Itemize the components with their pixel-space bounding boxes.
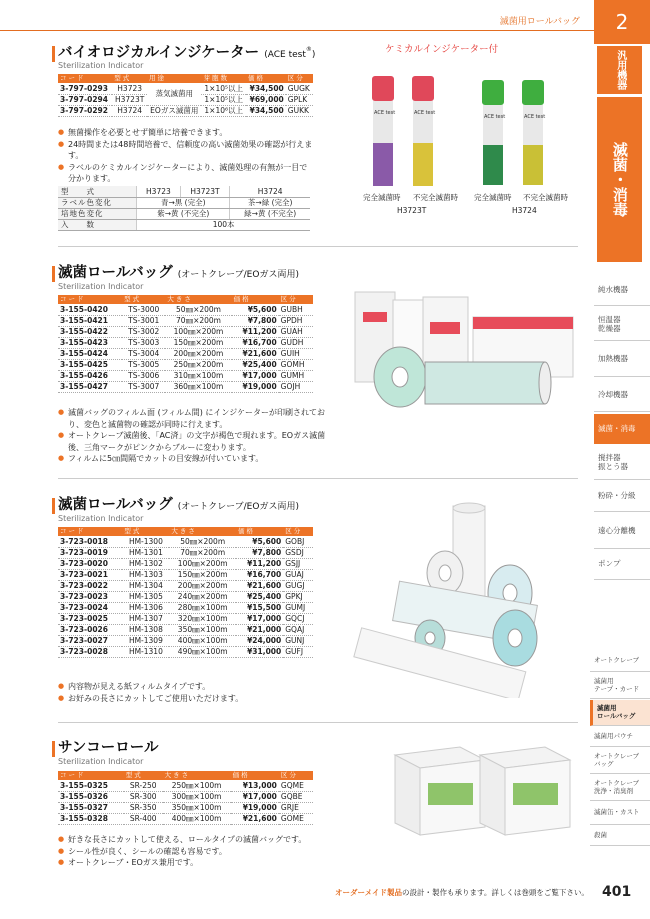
price: ¥17,000 xyxy=(231,791,279,802)
spec-value: 100本 xyxy=(137,219,310,230)
spec-value: 茶→緑 (完全) xyxy=(230,197,310,208)
tab-sterilization[interactable]: 滅菌・消毒 xyxy=(597,97,642,262)
note-item: ● 好きな長さにカットして使える、ロールタイプの滅菌バッグです。 xyxy=(58,834,338,846)
size: 400㎜×100m xyxy=(169,635,236,646)
product-code: 3-723-0018 xyxy=(58,536,122,547)
class-code: GUKK xyxy=(286,105,313,116)
product-code: 3-797-0292 xyxy=(58,105,112,116)
sidebar-item[interactable]: 滅菌・消毒 xyxy=(594,414,650,444)
table-row xyxy=(58,613,313,624)
section2-notes xyxy=(58,407,338,465)
section4-title-main: サンコーロール xyxy=(58,740,159,756)
model-number: TS-3001 xyxy=(122,315,165,326)
price: ¥17,000 xyxy=(232,370,279,381)
column-header: 型式 xyxy=(112,74,147,83)
vial-green-1 xyxy=(482,80,504,185)
price: ¥7,800 xyxy=(232,315,279,326)
table-row xyxy=(58,370,313,381)
section3-title-sub: (オートクレーブ/EOガス両用) xyxy=(177,502,299,512)
table-row xyxy=(58,536,313,547)
model-number: HM-1303 xyxy=(122,569,169,580)
vial-red-2 xyxy=(412,76,434,186)
section4-price-table xyxy=(58,771,313,825)
section1-spec-table xyxy=(58,186,310,231)
table-row xyxy=(58,802,313,813)
column-header: 芽胞数 xyxy=(201,74,245,83)
section1-notes xyxy=(58,127,313,185)
model-number: H3723T xyxy=(112,94,147,105)
section4-subtitle: Sterilization Indicator xyxy=(58,757,144,766)
subnav-item[interactable]: オートクレーブ バッグ xyxy=(590,748,650,774)
product-code: 3-723-0027 xyxy=(58,635,122,646)
vial-label-text: ACE test xyxy=(374,110,396,116)
spec-value: 緑→黄 (不完全) xyxy=(230,208,310,219)
price: ¥16,700 xyxy=(236,569,283,580)
section2-title-main: 滅菌ロールバッグ xyxy=(58,265,173,281)
product-code: 3-155-0426 xyxy=(58,370,122,381)
note-item: ● シール性が良く、シールの確認も容易です。 xyxy=(58,846,338,858)
table-row xyxy=(58,780,313,791)
spec-header: H3723T xyxy=(180,186,230,197)
model-number: TS-3006 xyxy=(122,370,165,381)
spec-value: 紫→黄 (不完全) xyxy=(137,208,230,219)
spec-value: 青→黒 (完全) xyxy=(137,197,230,208)
table-row xyxy=(58,83,313,94)
spec-header: 型 式 xyxy=(58,186,137,197)
size: 100㎜×200m xyxy=(169,558,236,569)
note-item: ● 滅菌バッグのフィルム面 (フィルム間) にインジケーターが印刷されており、変色と滅菌物の確認が同時に行えます。 xyxy=(58,407,338,430)
table-row xyxy=(58,337,313,348)
vial-label-text: ACE test xyxy=(484,114,506,120)
product-code: 3-797-0293 xyxy=(58,83,112,94)
column-header: 区分 xyxy=(286,74,313,83)
price: ¥5,600 xyxy=(232,304,279,315)
section-divider xyxy=(58,722,578,723)
price: ¥24,000 xyxy=(236,635,283,646)
column-header: 価格 xyxy=(246,74,286,83)
class-code: GQBE xyxy=(279,791,313,802)
column-header: 大きさ xyxy=(165,295,231,304)
product-code: 3-723-0028 xyxy=(58,646,122,657)
column-header: 区分 xyxy=(283,527,313,536)
sidebar-item[interactable]: ポンプ xyxy=(594,550,650,580)
chapter-number: 2 xyxy=(594,0,650,44)
note-item: ● 内容物が見える紙フィルムタイプです。 xyxy=(58,681,338,693)
spec-label: 培地色変化 xyxy=(58,208,137,219)
note-item: ● フィルムに5㎝間隔でカットの目安線が付いています。 xyxy=(58,453,338,465)
section1-title-close: ) xyxy=(311,50,316,60)
column-header: 価格 xyxy=(236,527,283,536)
header-rule xyxy=(0,30,594,31)
subnav-item[interactable]: 殺菌 xyxy=(590,826,650,846)
product-code: 3-723-0021 xyxy=(58,569,122,580)
subnav-item[interactable]: 滅菌缶・カスト xyxy=(590,801,650,825)
size: 200㎜×200m xyxy=(165,348,231,359)
model-number: HM-1305 xyxy=(122,591,169,602)
price: ¥16,700 xyxy=(232,337,279,348)
price: ¥13,000 xyxy=(231,780,279,791)
footer-text: の設計・製作も承ります。詳しくは巻頭をご覧下さい。 xyxy=(401,888,589,897)
product-code: 3-723-0020 xyxy=(58,558,122,569)
spec-label: 入 数 xyxy=(58,219,137,230)
product-code: 3-155-0327 xyxy=(58,802,124,813)
section3-subtitle: Sterilization Indicator xyxy=(58,514,144,523)
roll-bags-ts-image xyxy=(335,272,580,417)
section1-price-table xyxy=(58,74,313,117)
product-code: 3-155-0424 xyxy=(58,348,122,359)
caption-incomplete: 不完全滅菌時 xyxy=(413,193,458,202)
section1-title xyxy=(58,44,315,62)
column-header: 型式 xyxy=(122,295,165,304)
class-code: GSDJ xyxy=(283,547,313,558)
product-code: 3-155-0328 xyxy=(58,813,124,824)
price: ¥25,400 xyxy=(232,359,279,370)
size: 250㎜×200m xyxy=(165,359,231,370)
size: 280㎜×100m xyxy=(169,602,236,613)
usage: 蒸気滅菌用 xyxy=(147,83,201,105)
table-row xyxy=(58,547,313,558)
class-code: GOMH xyxy=(279,359,313,370)
price: ¥21,600 xyxy=(236,580,283,591)
table-row xyxy=(58,105,313,116)
table-row xyxy=(58,304,313,315)
product-code: 3-723-0026 xyxy=(58,624,122,635)
size: 320㎜×100m xyxy=(169,613,236,624)
vial-label-text: ACE test xyxy=(524,114,546,120)
model-number: H3723 xyxy=(112,83,147,94)
section-divider xyxy=(58,478,578,479)
column-header: 大きさ xyxy=(169,527,236,536)
table-row xyxy=(58,591,313,602)
product-code: 3-155-0325 xyxy=(58,780,124,791)
product-code: 3-723-0022 xyxy=(58,580,122,591)
product-code: 3-797-0294 xyxy=(58,94,112,105)
footer-highlight: オーダーメイド製品 xyxy=(335,888,402,897)
size: 150㎜×200m xyxy=(169,569,236,580)
section3-price-table xyxy=(58,527,313,658)
section3-title xyxy=(58,496,299,514)
column-header: コード xyxy=(58,295,122,304)
class-code: GUMJ xyxy=(283,602,313,613)
sidebar-item[interactable]: 撹拌器 振とう器 xyxy=(594,446,650,480)
caption-incomplete: 不完全滅菌時 xyxy=(523,193,568,202)
model-number: SR-400 xyxy=(124,813,163,824)
price: ¥7,800 xyxy=(236,547,283,558)
table-row xyxy=(58,558,313,569)
column-header: 型式 xyxy=(122,527,169,536)
caption-complete: 完全滅菌時 xyxy=(363,193,401,202)
size: 400㎜×100m xyxy=(163,813,231,824)
table-row xyxy=(58,791,313,802)
section4-notes xyxy=(58,834,338,869)
model-number: HM-1302 xyxy=(122,558,169,569)
product-code: 3-723-0019 xyxy=(58,547,122,558)
column-header: 区分 xyxy=(279,771,313,780)
class-code: GUBH xyxy=(279,304,313,315)
caption-model: H3724 xyxy=(512,206,537,215)
table-row xyxy=(58,326,313,337)
model-number: H3724 xyxy=(112,105,147,116)
size: 350㎜×100m xyxy=(169,624,236,635)
table-row xyxy=(58,813,313,824)
size: 250㎜×100m xyxy=(163,780,231,791)
model-number: HM-1308 xyxy=(122,624,169,635)
price: ¥19,000 xyxy=(231,802,279,813)
note-item: ● オートクレーブ・EOガス兼用です。 xyxy=(58,857,338,869)
model-number: TS-3004 xyxy=(122,348,165,359)
price: ¥21,600 xyxy=(231,813,279,824)
section3-notes xyxy=(58,681,338,704)
model-number: HM-1309 xyxy=(122,635,169,646)
subnav-item[interactable]: 滅菌用 テープ・カード xyxy=(590,673,650,699)
model-number: TS-3002 xyxy=(122,326,165,337)
section3-title-main: 滅菌ロールバッグ xyxy=(58,497,173,513)
spec-header: H3723 xyxy=(137,186,180,197)
registered-mark: ® xyxy=(305,46,312,54)
section4-title xyxy=(58,739,158,757)
class-code: GUAH xyxy=(279,326,313,337)
column-header: コード xyxy=(58,771,124,780)
price: ¥69,000 xyxy=(246,94,286,105)
sidebar-item[interactable]: 冷却機器 xyxy=(594,380,650,412)
table-row xyxy=(58,624,313,635)
price: ¥25,400 xyxy=(236,591,283,602)
product-code: 3-155-0420 xyxy=(58,304,122,315)
note-item: ● 24時間または48時間培養で、信頼度の高い滅菌効果の確認が行えます。 xyxy=(58,139,313,162)
product-code: 3-155-0421 xyxy=(58,315,122,326)
price: ¥31,000 xyxy=(236,646,283,657)
spec-header: H3724 xyxy=(230,186,310,197)
subnav-item[interactable]: 滅菌用 ロールバッグ xyxy=(590,700,650,726)
table-row xyxy=(58,635,313,646)
model-number: HM-1307 xyxy=(122,613,169,624)
model-number: HM-1300 xyxy=(122,536,169,547)
model-number: SR-300 xyxy=(124,791,163,802)
class-code: GUGJ xyxy=(283,580,313,591)
product-code: 3-723-0025 xyxy=(58,613,122,624)
table-row xyxy=(58,569,313,580)
table-row xyxy=(58,348,313,359)
class-code: GPDH xyxy=(279,315,313,326)
model-number: SR-350 xyxy=(124,802,163,813)
model-number: SR-250 xyxy=(124,780,163,791)
class-code: GUIH xyxy=(279,348,313,359)
class-code: GQME xyxy=(279,780,313,791)
caption-complete: 完全滅菌時 xyxy=(474,193,512,202)
price: ¥11,200 xyxy=(232,326,279,337)
page-number: 401 xyxy=(602,884,632,900)
sidebar-item[interactable]: 純水機器 xyxy=(594,276,650,306)
table-row xyxy=(58,381,313,392)
column-header: 用途 xyxy=(147,74,201,83)
subnav-item[interactable]: オートクレーブ 洗浄・消臭剤 xyxy=(590,775,650,801)
section1-title-sub: (ACE test xyxy=(264,50,306,60)
product-code: 3-155-0326 xyxy=(58,791,124,802)
class-code: GUFJ xyxy=(283,646,313,657)
table-row xyxy=(58,580,313,591)
price: ¥5,600 xyxy=(236,536,283,547)
class-code: GPLK xyxy=(286,94,313,105)
class-code: GSJJ xyxy=(283,558,313,569)
note-item: ● お好みの長さにカットしてご使用いただけます。 xyxy=(58,693,338,705)
size: 490㎜×100m xyxy=(169,646,236,657)
column-header: コード xyxy=(58,527,122,536)
class-code: GQCJ xyxy=(283,613,313,624)
class-code: GUGK xyxy=(286,83,313,94)
category-title: 滅菌用ロールバッグ xyxy=(499,17,580,27)
size: 360㎜×100m xyxy=(165,381,231,392)
tab-general-equipment[interactable]: 汎用機器 xyxy=(597,46,642,94)
note-item: ● 無菌操作を必要とせず簡単に培養できます。 xyxy=(58,127,313,139)
product-code: 3-723-0024 xyxy=(58,602,122,613)
size: 350㎜×100m xyxy=(163,802,231,813)
class-code: GOJH xyxy=(279,381,313,392)
spore-count: 1×10⁵以上 xyxy=(201,94,245,105)
note-item: ● ラベルのケミカルインジケーターにより、滅菌処理の有無が一目で分かります。 xyxy=(58,162,313,185)
class-code: GOME xyxy=(279,813,313,824)
column-header: 区分 xyxy=(279,295,313,304)
section-divider xyxy=(58,246,578,247)
spore-count: 1×10⁶以上 xyxy=(201,105,245,116)
product-code: 3-723-0023 xyxy=(58,591,122,602)
sidebar-item[interactable]: 粉砕・分級 xyxy=(594,482,650,512)
sidebar-item[interactable]: 恒温器 乾燥器 xyxy=(594,309,650,341)
model-number: TS-3003 xyxy=(122,337,165,348)
class-code: GQAJ xyxy=(283,624,313,635)
table-row xyxy=(58,602,313,613)
size: 70㎜×200m xyxy=(169,547,236,558)
model-number: HM-1304 xyxy=(122,580,169,591)
subnav-item[interactable]: 滅菌用パウチ xyxy=(590,727,650,747)
class-code: GUAJ xyxy=(283,569,313,580)
table-row xyxy=(58,315,313,326)
size: 50㎜×200m xyxy=(165,304,231,315)
spec-label: ラベル色変化 xyxy=(58,197,137,208)
indicator-vials-image xyxy=(360,68,580,193)
vial-green-2 xyxy=(522,80,544,185)
price: ¥11,200 xyxy=(236,558,283,569)
table-row xyxy=(58,646,313,657)
class-code: GOBJ xyxy=(283,536,313,547)
class-code: GUDH xyxy=(279,337,313,348)
size: 100㎜×200m xyxy=(165,326,231,337)
size: 310㎜×100m xyxy=(165,370,231,381)
sanko-roll-boxes-image xyxy=(380,735,580,840)
section2-title xyxy=(58,264,299,282)
vial-label-text: ACE test xyxy=(414,110,436,116)
class-code: GUMH xyxy=(279,370,313,381)
price: ¥34,500 xyxy=(246,83,286,94)
section1-subtitle: Sterilization Indicator xyxy=(58,61,144,70)
price: ¥21,000 xyxy=(236,624,283,635)
photo-title: ケミカルインジケーター付 xyxy=(385,44,499,55)
spore-count: 1×10⁵以上 xyxy=(201,83,245,94)
subnav-item[interactable]: オートクレーブ xyxy=(590,650,650,672)
price: ¥19,000 xyxy=(232,381,279,392)
column-header: コード xyxy=(58,74,112,83)
column-header: 価格 xyxy=(231,771,279,780)
size: 50㎜×200m xyxy=(169,536,236,547)
usage: EOガス滅菌用 xyxy=(147,105,201,116)
section2-price-table xyxy=(58,295,313,393)
section1-title-main: バイオロジカルインジケーター xyxy=(58,45,260,61)
product-code: 3-155-0427 xyxy=(58,381,122,392)
price: ¥34,500 xyxy=(246,105,286,116)
roll-bags-hm-image xyxy=(335,498,580,698)
model-number: TS-3007 xyxy=(122,381,165,392)
product-code: 3-155-0423 xyxy=(58,337,122,348)
sidebar-item[interactable]: 加熱機器 xyxy=(594,343,650,377)
size: 300㎜×100m xyxy=(163,791,231,802)
column-header: 型式 xyxy=(124,771,163,780)
price: ¥17,000 xyxy=(236,613,283,624)
note-item: ● オートクレーブ滅菌後、「AC済」の文字が褐色で現れます。EOガス滅菌後、三角マークがピンクからブルーに変わります。 xyxy=(58,430,338,453)
size: 200㎜×200m xyxy=(169,580,236,591)
section2-title-sub: (オートクレーブ/EOガス両用) xyxy=(177,270,299,280)
vial-red-1 xyxy=(372,76,394,186)
sidebar-item[interactable]: 遠心分離機 xyxy=(594,515,650,549)
table-row xyxy=(58,359,313,370)
size: 240㎜×200m xyxy=(169,591,236,602)
price: ¥15,500 xyxy=(236,602,283,613)
product-code: 3-155-0422 xyxy=(58,326,122,337)
caption-model: H3723T xyxy=(397,206,427,215)
class-code: GRJE xyxy=(279,802,313,813)
column-header: 価格 xyxy=(232,295,279,304)
price: ¥21,600 xyxy=(232,348,279,359)
size: 150㎜×200m xyxy=(165,337,231,348)
footer-note xyxy=(335,888,589,897)
class-code: GPKJ xyxy=(283,591,313,602)
column-header: 大きさ xyxy=(163,771,231,780)
class-code: GUNJ xyxy=(283,635,313,646)
model-number: HM-1306 xyxy=(122,602,169,613)
model-number: HM-1310 xyxy=(122,646,169,657)
section2-subtitle: Sterilization Indicator xyxy=(58,282,144,291)
size: 70㎜×200m xyxy=(165,315,231,326)
model-number: TS-3005 xyxy=(122,359,165,370)
product-code: 3-155-0425 xyxy=(58,359,122,370)
model-number: TS-3000 xyxy=(122,304,165,315)
model-number: HM-1301 xyxy=(122,547,169,558)
